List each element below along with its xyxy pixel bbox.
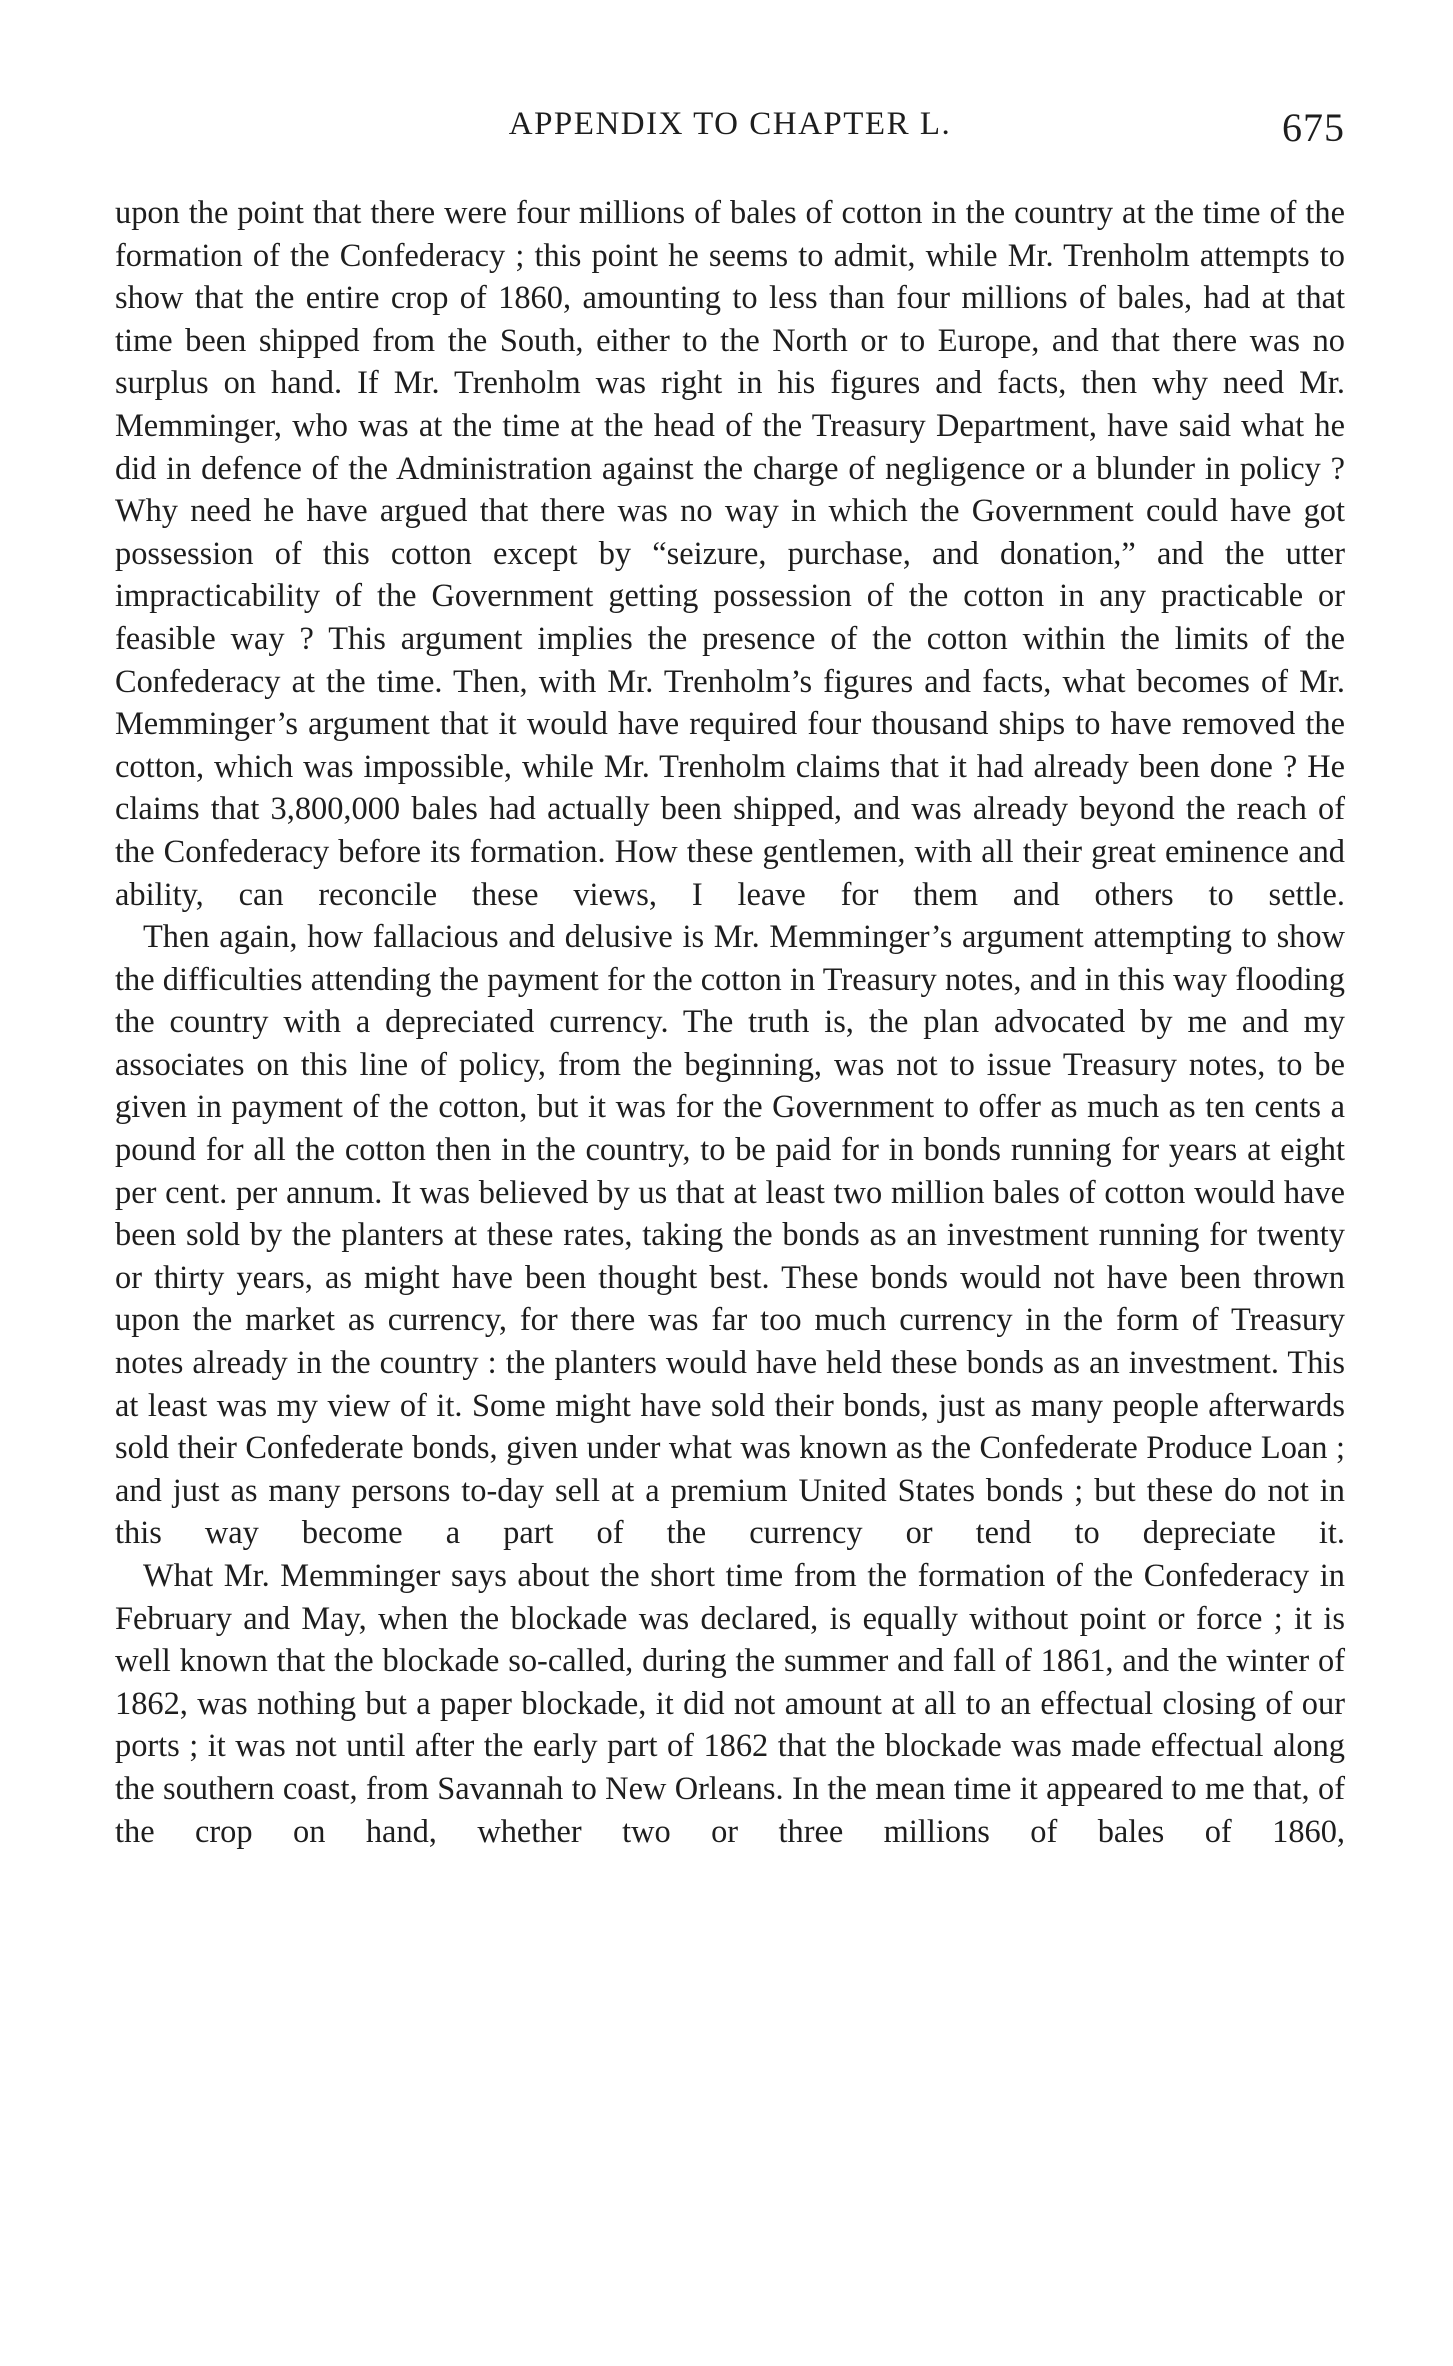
body-text: [115, 192, 1345, 1853]
paragraph-2: Then again, how fallacious and delusive is Mr. Memminger’s argument attempting to show the difficulties attending the payment for the cotton in Treasury notes, and in this way flooding the country with a depreciated currency. The truth is, the plan advocated by me and my associates on this line of policy, from the beginning, was not to issue Treasury notes, to be given in payment of the cotton, but it was for the Government to offer as much as ten cents a pound for all the cotton then in the country, to be paid for in bonds running for years at eight per cent. per annum. It was believed by us that at least two million bales of cotton would have been sold by the planters at these rates, taking the bonds as an investment running for twenty or thirty years, as might have been thought best. These bonds would not have been thrown upon the market as currency, for there was far too much currency in the form of Treasury notes already in the country : the planters would have held these bonds as an investment. This at least was my view of it. Some might have sold their bonds, just as many people afterwards sold their Confederate bonds, given under what was known as the Confederate Produce Loan ; and just as many persons to-day sell at a premium United States bonds ; but these do not in this way become a part of the currency or tend to depreciate it.: [115, 919, 1345, 1552]
page-number: 675: [1282, 105, 1345, 150]
paragraph-3: What Mr. Memminger says about the short time from the formation of the Confederacy in February and May, when the blockade was declared, is equally without point or force ; it is well known that the blockade so-called, during the summer and fall of 1861, and the winter of 1862, was nothing but a paper blockade, it did not amount at all to an effectual closing of our ports ; it was not until after the early part of 1862 that the blockade was made effectual along the southern coast, from Savannah to New Orleans. In the mean time it appeared to me that, of the crop on hand, whether two or three millions of bales of 1860,: [115, 1558, 1345, 1850]
paragraph-1: upon the point that there were four millions of bales of cotton in the country at the time of the formation of the Confederacy ; this point he seems to admit, while Mr. Trenholm attempts to show that the entire crop of 1860, amounting to less than four millions of bales, had at that time been shipped from the South, either to the North or to Europe, and that there was no surplus on hand. If Mr. Trenholm was right in his figures and facts, then why need Mr. Memminger, who was at the time at the head of the Treasury Department, have said what he did in defence of the Administration against the charge of negligence or a blunder in policy ? Why need he have argued that there was no way in which the Government could have got possession of this cotton except by “seizure, purchase, and donation,” and the utter impracticability of the Government getting possession of the cotton in any practicable or feasible way ? This argument implies the presence of the cotton within the limits of the Confederacy at the time. Then, with Mr. Trenholm’s figures and facts, what becomes of Mr. Memminger’s argument that it would have required four thousand ships to have removed the cotton, which was impossible, while Mr. Trenholm claims that it had already been done ? He claims that 3,800,000 bales had actually been shipped, and was already beyond the reach of the Confederacy before its formation. How these gentlemen, with all their great eminence and ability, can reconcile these views, I leave for them and others to settle.: [115, 195, 1345, 913]
running-title: APPENDIX TO CHAPTER L.: [508, 106, 952, 142]
running-header: [115, 100, 1345, 180]
book-page: [115, 100, 1345, 1853]
